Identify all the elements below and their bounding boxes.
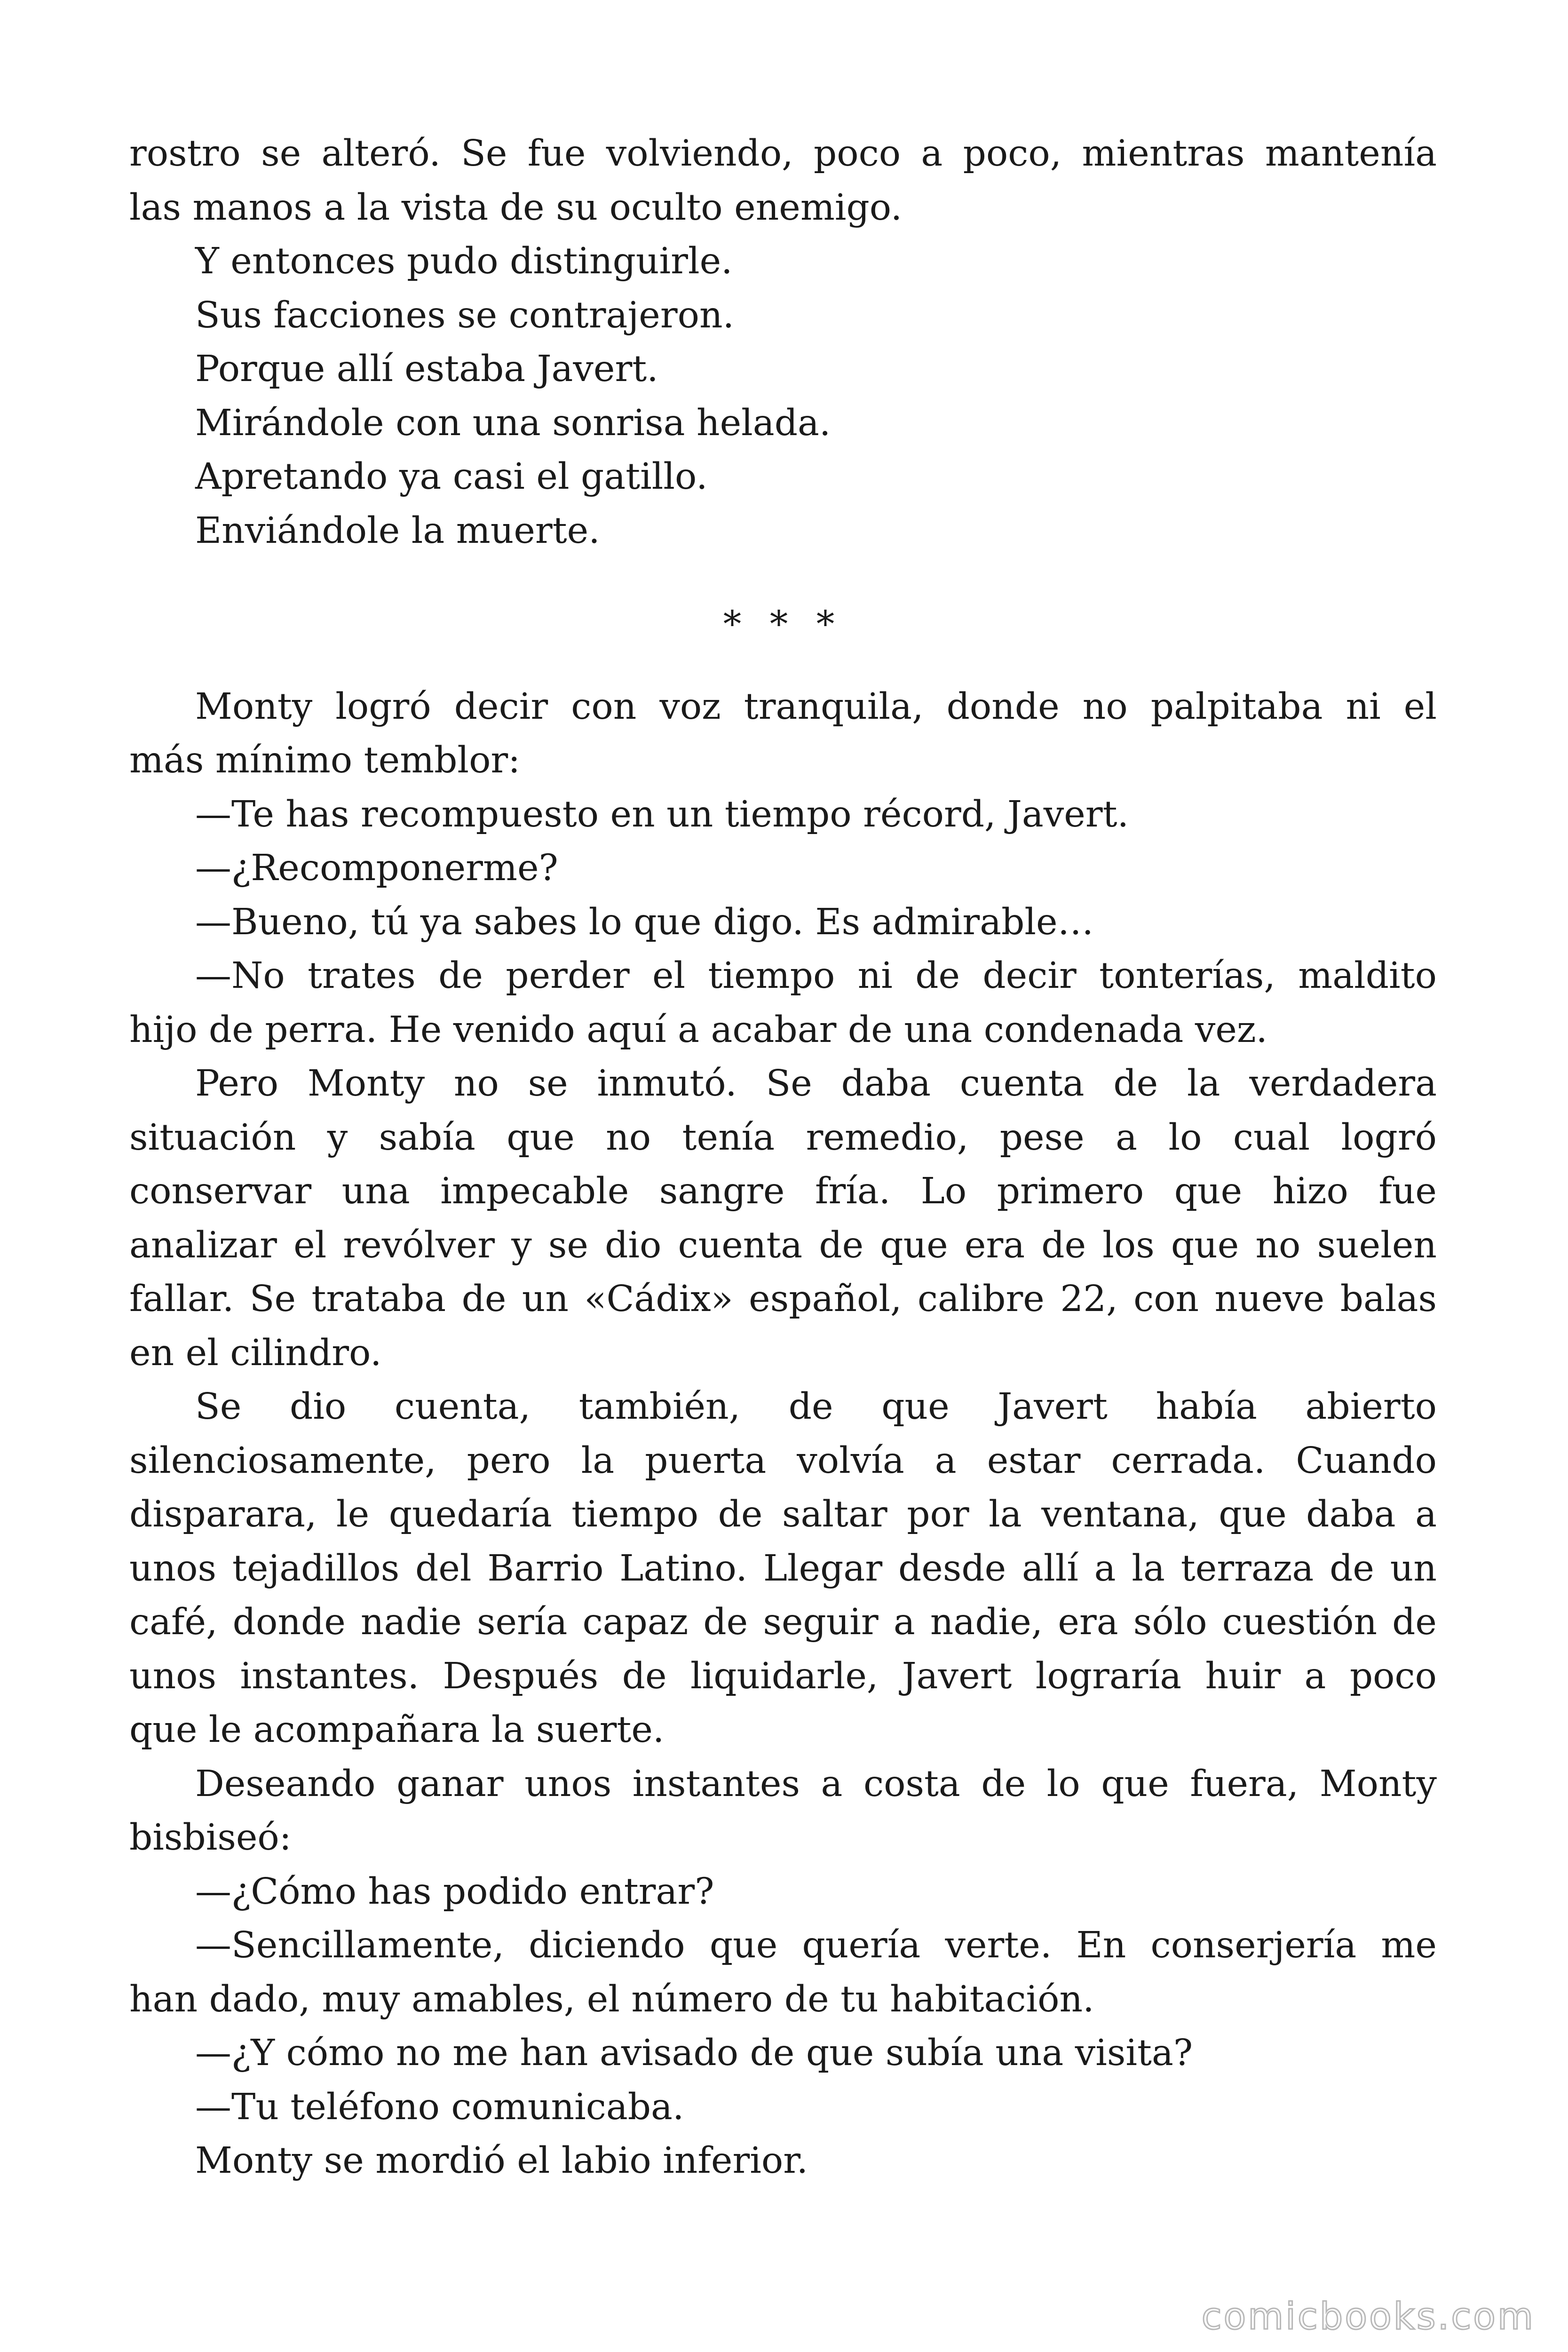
- text-line: han dado, muy amables, el número de tu habitación.: [129, 1978, 1094, 2020]
- text-line: café, donde nadie sería capaz de seguir a nadie, era sólo cuestión de: [129, 1601, 1437, 1643]
- text-line: Sus facciones se contrajeron.: [195, 294, 735, 336]
- text-line: Monty logró decir con voz tranquila, donde no palpitaba ni el: [195, 685, 1437, 728]
- text-line: situación y sabía que no tenía remedio, pese a lo cual logró: [129, 1116, 1437, 1159]
- text-line: unos tejadillos del Barrio Latino. Llegar desde allí a la terraza de un: [129, 1547, 1437, 1589]
- text-line: hijo de perra. He venido aquí a acabar de una condenada vez.: [129, 1009, 1268, 1051]
- text-line: en el cilindro.: [129, 1332, 382, 1374]
- text-line: Se dio cuenta, también, de que Javert había abierto: [195, 1386, 1437, 1428]
- text-line: Y entonces pudo distinguirle.: [195, 240, 733, 282]
- text-line: rostro se alteró. Se fue volviendo, poco a poco, mientras mantenía: [129, 133, 1437, 175]
- text-line: Mirándole con una sonrisa helada.: [195, 402, 831, 444]
- page-text: [129, 127, 1437, 2188]
- watermark: comicbooks.com: [1201, 2296, 1535, 2338]
- text-line: silenciosamente, pero la puerta volvía a estar cerrada. Cuando: [129, 1439, 1437, 1482]
- text-line: —¿Recomponerme?: [195, 847, 558, 889]
- text-line: Enviándole la muerte.: [195, 509, 600, 552]
- text-line: —¿Cómo has podido entrar?: [195, 1870, 714, 1913]
- text-line: las manos a la vista de su oculto enemigo.: [129, 186, 903, 229]
- text-line: fallar. Se trataba de un «Cádix» español, calibre 22, con nueve balas: [129, 1278, 1437, 1320]
- text-line: Porque allí estaba Javert.: [195, 348, 658, 390]
- text-line: conservar una impecable sangre fría. Lo primero que hizo fue: [129, 1170, 1437, 1212]
- text-line: —Tu teléfono comunicaba.: [195, 2086, 684, 2128]
- text-line: —Bueno, tú ya sabes lo que digo. Es admirable…: [195, 901, 1094, 943]
- text-line: —¿Y cómo no me han avisado de que subía una visita?: [195, 2032, 1193, 2074]
- text-line: Apretando ya casi el gatillo.: [195, 456, 708, 498]
- scene-separator: * * *: [723, 604, 843, 645]
- text-line: unos instantes. Después de liquidarle, Javert lograría huir a poco: [129, 1655, 1437, 1697]
- text-line: disparara, le quedaría tiempo de saltar por la ventana, que daba a: [129, 1494, 1437, 1535]
- text-block-after-separator: [129, 680, 1437, 2188]
- text-line: Deseando ganar unos instantes a costa de lo que fuera, Monty: [195, 1763, 1437, 1805]
- text-line: Pero Monty no se inmutó. Se daba cuenta de la verdadera: [195, 1063, 1437, 1104]
- text-line: —No trates de perder el tiempo ni de decir tonterías, maldito: [195, 955, 1437, 997]
- text-line: Monty se mordió el labio inferior.: [195, 2140, 808, 2182]
- text-line: analizar el revólver y se dio cuenta de que era de los que no suelen: [129, 1224, 1437, 1266]
- text-line: que le acompañara la suerte.: [129, 1709, 665, 1751]
- text-block-before-separator: [129, 127, 1437, 558]
- text-line: —Te has recompuesto en un tiempo récord, Javert.: [195, 793, 1129, 835]
- text-line: —Sencillamente, diciendo que quería verte. En conserjería me: [195, 1924, 1437, 1966]
- text-line: bisbiseó:: [129, 1817, 292, 1859]
- text-line: más mínimo temblor:: [129, 739, 521, 781]
